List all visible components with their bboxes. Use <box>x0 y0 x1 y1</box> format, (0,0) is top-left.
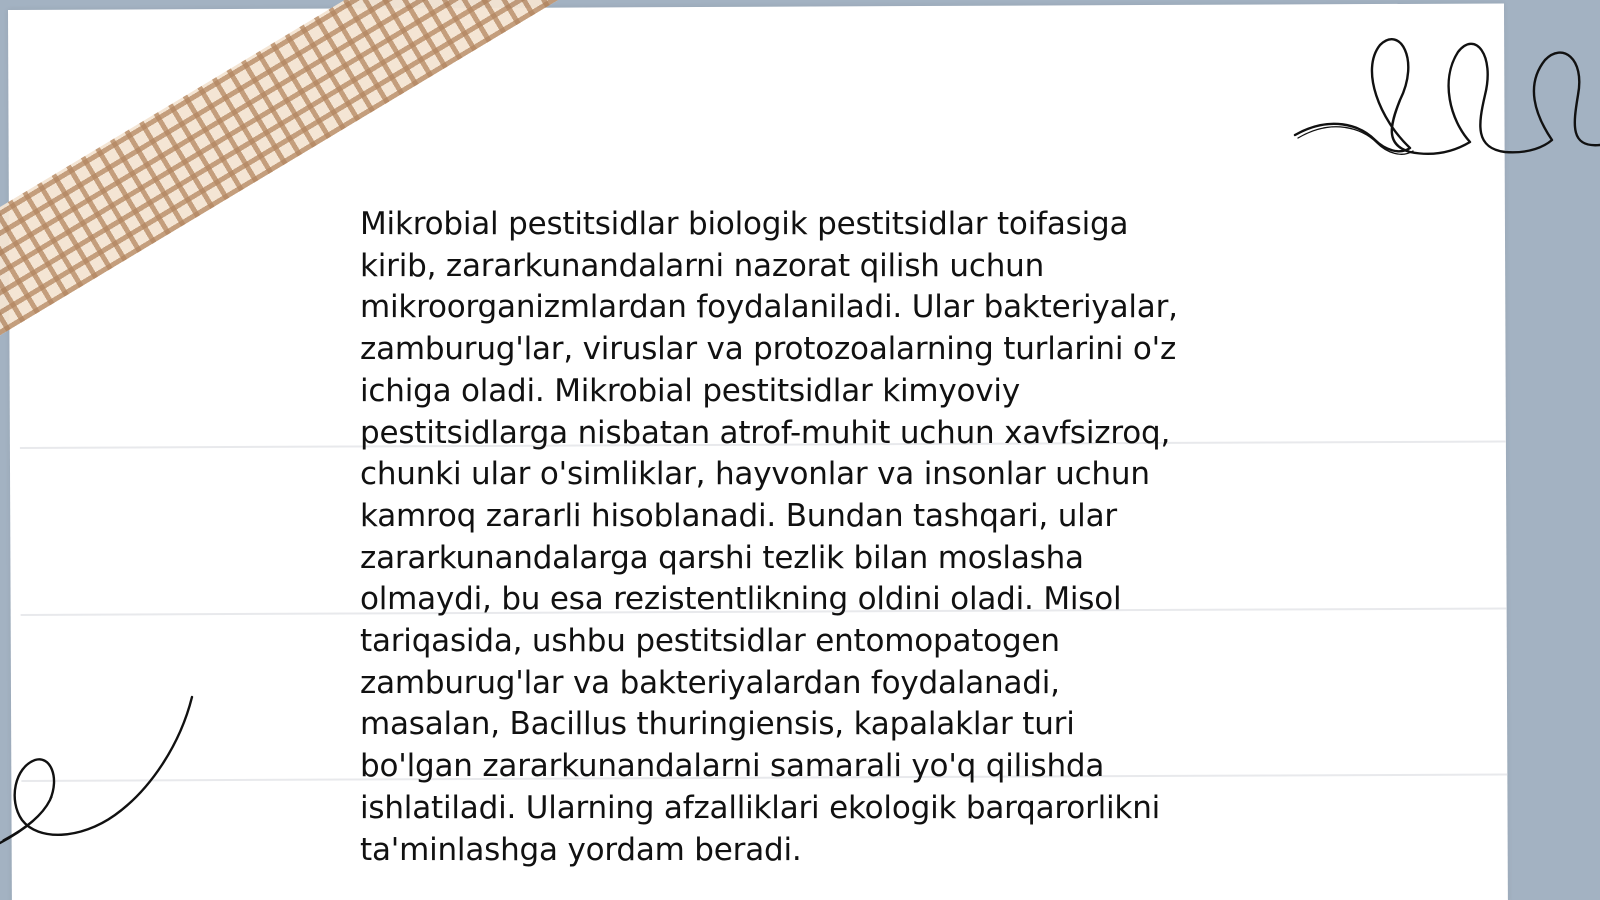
loop-scribble-icon <box>1290 30 1600 170</box>
body-paragraph: Mikrobial pestitsidlar biologik pestitsidlar toifasiga kirib, zararkunandalarni nazorat qilish uchun mikroorganizmlardan foydalaniladi. Ular bakteriyalar, zamburug'lar, viruslar va protozoalarning turlarini o'z ichiga oladi. Mikrobial pestitsidlar kimyoviy pestitsidlarga nisbatan atrof-muhit uchun xavfsizroq, chunki ular o'simliklar, hayvonlar va insonlar uchun kamroq zararli hisoblanadi. Bundan tashqari, ular zararkunandalarga qarshi tezlik bilan moslasha olmaydi, bu esa rezistentlikning oldini oladi. Misol tariqasida, ushbu pestitsidlar entomopatogen zamburug'lar va bakteriyalardan foydalanadi, masalan, Bacillus thuringiensis, kapalaklar turi bo'lgan zararkunandalarni samarali yo'q qilishda ishlatiladi. Ularning afzalliklari ekologik barqarorlikni ta'minlashga yordam beradi. <box>360 206 1178 868</box>
swoosh-scribble-icon <box>0 695 200 855</box>
